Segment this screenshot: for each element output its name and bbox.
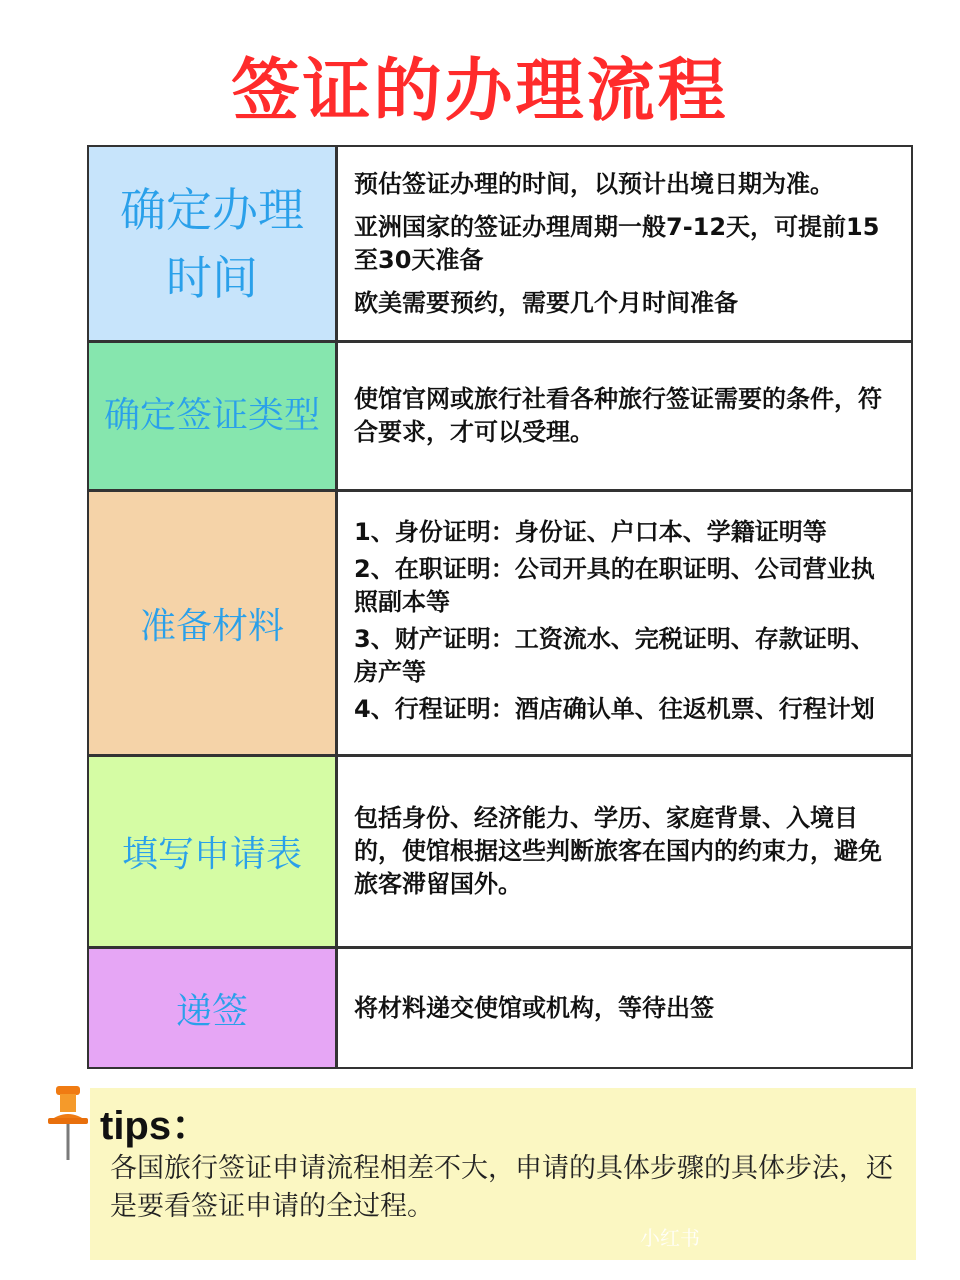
step-text: 预估签证办理的时间，以预计出境日期为准。 — [354, 169, 834, 198]
step-text: 将材料递交使馆或机构，等待出签 — [354, 993, 714, 1022]
step-content — [338, 147, 911, 340]
step-label: 递签 — [89, 949, 338, 1067]
step-label: 确定签证类型 — [89, 343, 338, 489]
step-content — [338, 757, 911, 946]
step-text: 1、身份证明：身份证、户口本、学籍证明等 — [354, 518, 827, 546]
step-text: 欧美需要预约，需要几个月时间准备 — [354, 288, 738, 317]
step-row-form — [89, 757, 911, 949]
tips-title: tips： — [100, 1104, 212, 1148]
watermark-text: 小红书 — [640, 1226, 700, 1250]
tips-text: 各国旅行签证申请流程相差不大，申请的具体步骤的具体步法，还是要看签证申请的全过程。 — [110, 1153, 893, 1222]
step-row-type — [89, 343, 911, 492]
visa-process-table — [87, 145, 913, 1069]
step-row-materials — [89, 492, 911, 757]
step-row-time — [89, 147, 911, 343]
tips-box — [90, 1088, 916, 1260]
step-label: 确定办理时间 — [89, 147, 338, 340]
step-text: 2、在职证明：公司开具的在职证明、公司营业执照副本等 — [354, 555, 875, 616]
step-text: 包括身份、经济能力、学历、家庭背景、入境目的，使馆根据这些判断旅客在国内的约束力，避免旅客滞留国外。 — [354, 804, 882, 898]
step-row-submit — [89, 949, 911, 1067]
pushpin-icon — [44, 1084, 88, 1164]
step-text: 亚洲国家的签证办理周期一般7-12天，可提前15至30天准备 — [354, 212, 880, 274]
step-content — [338, 343, 911, 489]
step-text: 4、行程证明：酒店确认单、往返机票、行程计划 — [354, 695, 875, 723]
step-content — [338, 949, 911, 1067]
page-title: 签证的办理流程 — [231, 52, 729, 131]
step-label: 准备材料 — [89, 492, 338, 754]
step-text: 3、财产证明：工资流水、完税证明、存款证明、房产等 — [354, 625, 875, 686]
step-text: 使馆官网或旅行社看各种旅行签证需要的条件，符合要求，才可以受理。 — [354, 385, 882, 446]
step-content — [338, 492, 911, 754]
step-label: 填写申请表 — [89, 757, 338, 946]
